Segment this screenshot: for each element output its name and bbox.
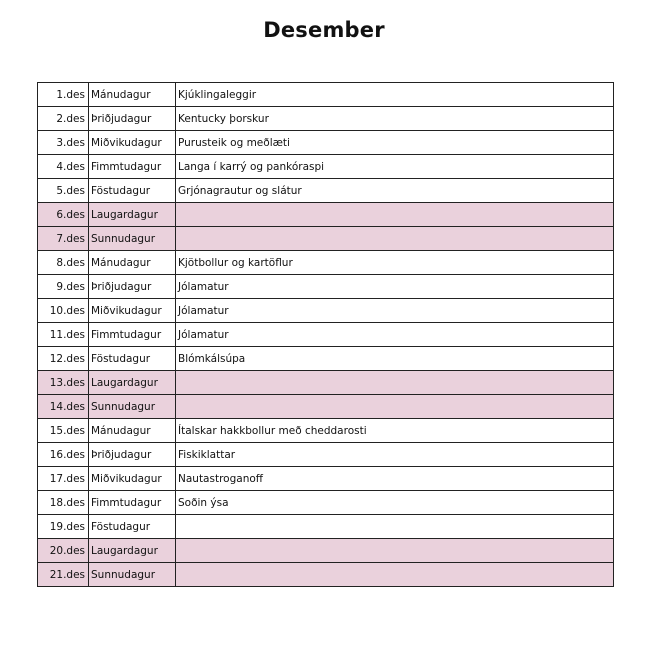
table-row: [38, 323, 614, 347]
menu-table-body: [38, 83, 614, 587]
table-row: [38, 251, 614, 275]
meal-cell: Purusteik og meðlæti: [176, 131, 614, 155]
meal-cell: Fiskiklattar: [176, 443, 614, 467]
table-row: [38, 419, 614, 443]
page-title: Desember: [263, 18, 385, 42]
date-cell: 6.des: [38, 203, 89, 227]
day-cell: Sunnudagur: [89, 563, 176, 587]
day-cell: Föstudagur: [89, 179, 176, 203]
table-row: [38, 179, 614, 203]
meal-cell: Soðin ýsa: [176, 491, 614, 515]
meal-cell: [176, 515, 614, 539]
meal-cell: Jólamatur: [176, 323, 614, 347]
day-cell: Föstudagur: [89, 515, 176, 539]
table-row: [38, 155, 614, 179]
meal-cell: Jólamatur: [176, 299, 614, 323]
table-row: [38, 395, 614, 419]
date-cell: 3.des: [38, 131, 89, 155]
meal-cell: [176, 227, 614, 251]
meal-cell: Kentucky þorskur: [176, 107, 614, 131]
day-cell: Þriðjudagur: [89, 443, 176, 467]
day-cell: Mánudagur: [89, 83, 176, 107]
date-cell: 13.des: [38, 371, 89, 395]
meal-cell: [176, 371, 614, 395]
date-cell: 4.des: [38, 155, 89, 179]
day-cell: Sunnudagur: [89, 395, 176, 419]
table-row: [38, 275, 614, 299]
date-cell: 7.des: [38, 227, 89, 251]
meal-cell: Ítalskar hakkbollur með cheddarosti: [176, 419, 614, 443]
day-cell: Miðvikudagur: [89, 467, 176, 491]
day-cell: Þriðjudagur: [89, 107, 176, 131]
date-cell: 10.des: [38, 299, 89, 323]
date-cell: 11.des: [38, 323, 89, 347]
meal-cell: Nautastroganoff: [176, 467, 614, 491]
date-cell: 19.des: [38, 515, 89, 539]
date-cell: 1.des: [38, 83, 89, 107]
table-row: [38, 131, 614, 155]
table-row: [38, 443, 614, 467]
date-cell: 9.des: [38, 275, 89, 299]
table-row: [38, 227, 614, 251]
meal-cell: Grjónagrautur og slátur: [176, 179, 614, 203]
day-cell: Miðvikudagur: [89, 131, 176, 155]
day-cell: Föstudagur: [89, 347, 176, 371]
table-row: [38, 347, 614, 371]
day-cell: Þriðjudagur: [89, 275, 176, 299]
meal-cell: [176, 563, 614, 587]
meal-cell: Jólamatur: [176, 275, 614, 299]
day-cell: Laugardagur: [89, 539, 176, 563]
date-cell: 16.des: [38, 443, 89, 467]
table-row: [38, 539, 614, 563]
day-cell: Miðvikudagur: [89, 299, 176, 323]
table-row: [38, 371, 614, 395]
table-row: [38, 203, 614, 227]
meal-cell: Blómkálsúpa: [176, 347, 614, 371]
meal-cell: [176, 539, 614, 563]
day-cell: Fimmtudagur: [89, 323, 176, 347]
date-cell: 12.des: [38, 347, 89, 371]
table-row: [38, 299, 614, 323]
day-cell: Mánudagur: [89, 251, 176, 275]
date-cell: 8.des: [38, 251, 89, 275]
meal-cell: Langa í karrý og pankóraspi: [176, 155, 614, 179]
date-cell: 2.des: [38, 107, 89, 131]
day-cell: Fimmtudagur: [89, 491, 176, 515]
date-cell: 18.des: [38, 491, 89, 515]
day-cell: Fimmtudagur: [89, 155, 176, 179]
menu-table: [37, 82, 614, 587]
table-row: [38, 563, 614, 587]
table-row: [38, 83, 614, 107]
meal-cell: Kjúklingaleggir: [176, 83, 614, 107]
date-cell: 5.des: [38, 179, 89, 203]
meal-cell: [176, 203, 614, 227]
table-row: [38, 467, 614, 491]
table-row: [38, 491, 614, 515]
day-cell: Laugardagur: [89, 371, 176, 395]
day-cell: Mánudagur: [89, 419, 176, 443]
date-cell: 15.des: [38, 419, 89, 443]
day-cell: Laugardagur: [89, 203, 176, 227]
date-cell: 14.des: [38, 395, 89, 419]
date-cell: 17.des: [38, 467, 89, 491]
table-row: [38, 515, 614, 539]
meal-cell: Kjötbollur og kartöflur: [176, 251, 614, 275]
table-row: [38, 107, 614, 131]
date-cell: 21.des: [38, 563, 89, 587]
date-cell: 20.des: [38, 539, 89, 563]
day-cell: Sunnudagur: [89, 227, 176, 251]
meal-cell: [176, 395, 614, 419]
